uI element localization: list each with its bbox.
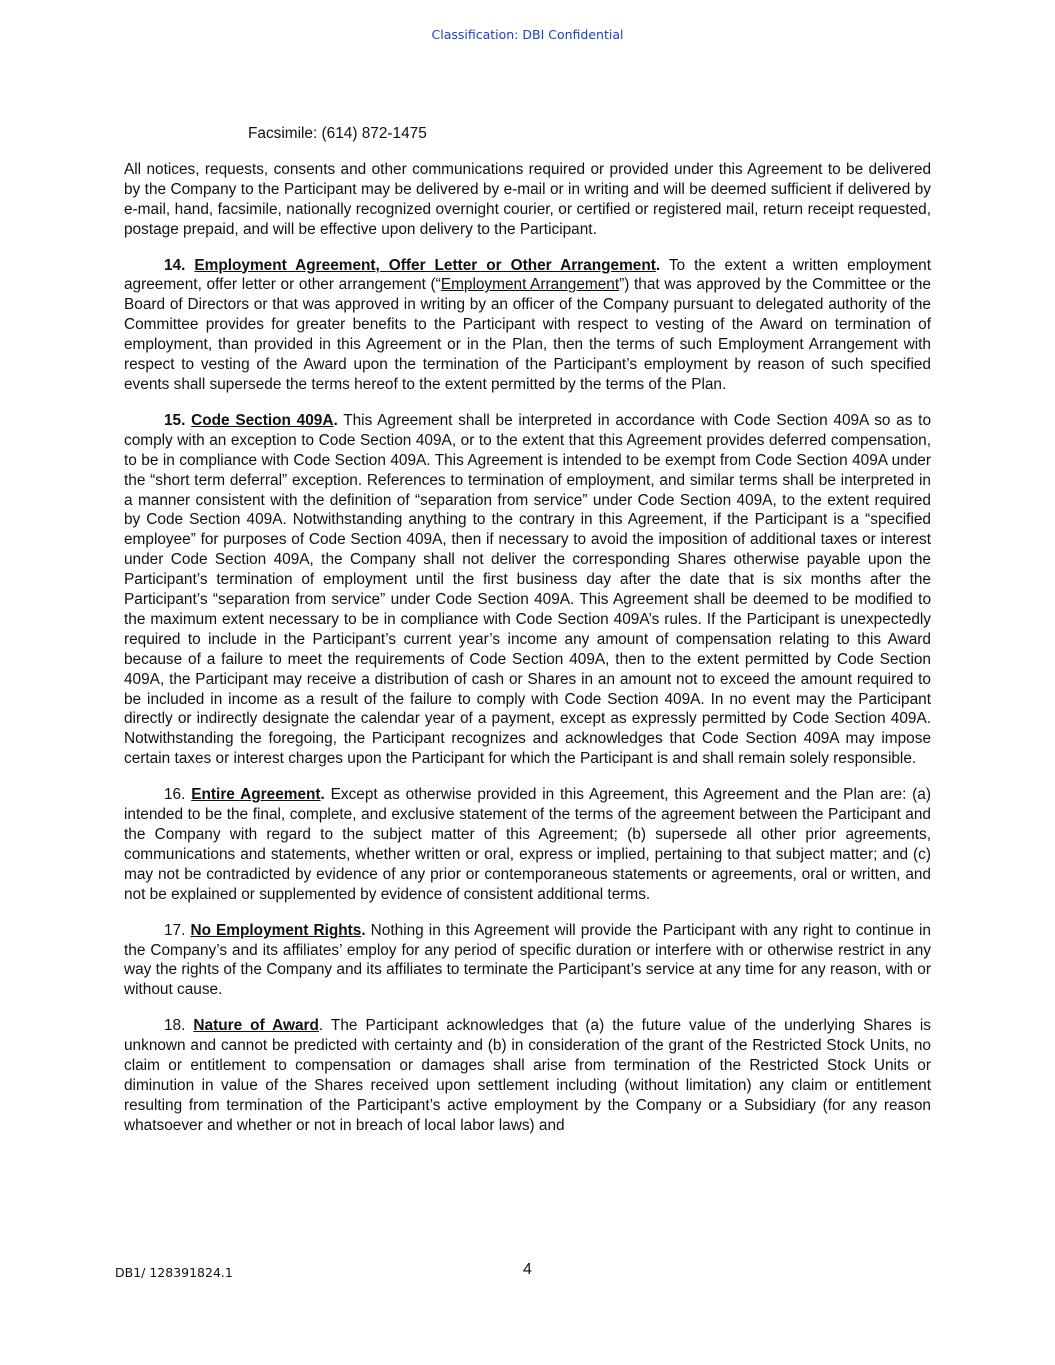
section-16-text: Except as otherwise provided in this Agreement, this Agreement and the Plan are: (a) intended to be the final, complete, and exclusive statement of the terms of the agreement between the Participant and the Company with regard to the subject matter of this Agreement; (b) supersede all other prior agreements, communications and statements, whether written or oral, express or implied, pertaining to that subject matter; and (c) may not be contradicted by evidence of any prior or contemporaneous statements or agreements, oral or written, and not be explained or supplemented by evidence of consistent additional terms. <box>124 786 931 903</box>
section-15: 15. Code Section 409A. This Agreement shall be interpreted in accordance with Code Section 409A so as to comply with an exception to Code Section 409A, or to the extent that this Agreement provides deferred compensation, to be in compliance with Code Section 409A. This Agreement is intended to be exempt from Code Section 409A under the “short term deferral” exception. References to termination of employment, and similar terms shall be interpreted in a manner consistent with the definition of “separation from service” under Code Section 409A, to the extent required by Code Section 409A. Notwithstanding anything to the contrary in this Agreement, if the Participant is a “specified employee” for purposes of Code Section 409A, then if necessary to avoid the imposition of additional taxes or interest under Code Section 409A, the Company shall not deliver the corresponding Shares otherwise payable upon the Participant’s termination of employment until the first business day after the date that is six months after the Participant’s “separation from service” under Code Section 409A. This Agreement shall be deemed to be modified to the maximum extent necessary to be in compliance with Code Section 409A’s rules. If the Participant is unexpectedly required to include in the Participant’s current year’s income any amount of compensation relating to this Award because of a failure to meet the requirements of Code Section 409A, then to the extent permitted by Code Section 409A, the Participant may receive a distribution of cash or Shares in an amount not to exceed the amount required to be included in income as a result of the failure to comply with Code Section 409A. In no event may the Participant directly or indirectly designate the calendar year of a payment, except as expressly permitted by Code Section 409A. Notwithstanding the foregoing, the Participant recognizes and acknowledges that Code Section 409A may impose certain taxes or interest charges upon the Participant for which the Participant is and shall remain solely responsible. <box>124 411 931 768</box>
section-14-text-b: ”) that was approved by the Committee or the Board of Directors or that was approved in writing by an officer of the Company pursuant to delegated authority of the Committee provides for greater benefits to the Participant with respect to vesting of the Award on termination of employment, than provided in this Agreement or in the Plan, then the terms of such Employment Arrangement with respect to vesting of the Award upon the termination of the Participant’s employment by reason of such specified events shall supersede the terms hereof to the extent permitted by the terms of the Plan. <box>124 276 931 393</box>
section-16-number: 16. <box>164 786 186 804</box>
facsimile-line: Facsimile: (614) 872-1475 <box>248 125 427 142</box>
document-id: DB1/ 128391824.1 <box>115 1265 233 1280</box>
section-17: 17. No Employment Rights. Nothing in this Agreement will provide the Participant with any right to continue in the Company’s and its affiliates’ employ for any period of specific duration or interfere with or otherwise restrict in any way the rights of the Company and its affiliates to terminate the Participant’s service at any time for any reason, with or without cause. <box>124 921 931 999</box>
section-14-defined-term: Employment Arrangement <box>440 276 620 294</box>
section-15-text: This Agreement shall be interpreted in accordance with Code Section 409A so as to comply with an exception to Code Section 409A, or to the extent that this Agreement provides deferred compensation, to be in compliance with Code Section 409A. This Agreement is intended to be exempt from Code Section 409A under the “short term deferral” exception. References to termination of employment, and similar terms shall be interpreted in a manner consistent with the definition of “separation from service” under Code Section 409A, to the extent required by Code Section 409A. Notwithstanding anything to the contrary in this Agreement, if the Participant is a “specified employee” for purposes of Code Section 409A, then if necessary to avoid the imposition of additional taxes or interest under Code Section 409A, the Company shall not deliver the corresponding Shares otherwise payable upon the Participant’s termination of employment until the first business day after the date that is six months after the Participant’s “separation from service” under Code Section 409A. This Agreement shall be deemed to be modified to the maximum extent necessary to be in compliance with Code Section 409A’s rules. If the Participant is unexpectedly required to include in the Participant’s current year’s income any amount of compensation relating to this Award because of a failure to meet the requirements of Code Section 409A, then to the extent permitted by Code Section 409A, the Participant may receive a distribution of cash or Shares in an amount not to exceed the amount required to be included in income as a result of the failure to comply with Code Section 409A. In no event may the Participant directly or indirectly designate the calendar year of a payment, except as expressly permitted by Code Section 409A. Notwithstanding the foregoing, the Participant recognizes and acknowledges that Code Section 409A may impose certain taxes or interest charges upon the Participant for which the Participant is and shall remain solely responsible. <box>124 411 931 768</box>
section-14-heading: Employment Agreement, Offer Letter or Other Arrangement <box>194 256 656 274</box>
section-16-heading: Entire Agreement <box>191 786 321 804</box>
section-17-number: 17. <box>164 921 186 939</box>
section-18-heading: Nature of Award <box>193 1017 319 1035</box>
section-15-number: 15. <box>164 411 186 429</box>
section-18-text: . The Participant acknowledges that (a) the future value of the underlying Shares is unknown and cannot be predicted with certainty and (b) in consideration of the grant of the Restricted Stock Units, no claim or entitlement to compensation or damages shall arise from termination of the Restricted Stock Units or diminution in value of the Shares received upon settlement including (without limitation) any claim or entitlement resulting from termination of the Participant’s active employment by the Company or a Subsidiary (for any reason whatsoever and whether or not in breach of local labor laws) and <box>124 1017 932 1134</box>
section-14-text-a: To the extent a written employment agreement, offer letter or other arrangement (“ <box>124 256 932 294</box>
document-body <box>124 124 931 1152</box>
section-15-heading: Code Section 409A <box>191 411 334 429</box>
page-number: 4 <box>523 1261 532 1278</box>
classification-label: Classification: DBI Confidential <box>431 27 624 42</box>
section-18-number: 18. <box>164 1017 186 1035</box>
section-17-heading: No Employment Rights <box>190 921 362 939</box>
section-14-number: 14. <box>164 256 186 274</box>
section-18 <box>124 1016 931 1135</box>
section-16: 16. Entire Agreement. Except as otherwise provided in this Agreement, this Agreement and the Plan are: (a) intended to be the final, complete, and exclusive statement of the terms of the agreement between the Participant and the Company with regard to the subject matter of this Agreement; (b) supersede all other prior agreements, communications and statements, whether written or oral, express or implied, pertaining to that subject matter; and (c) may not be contradicted by evidence of any prior or contemporaneous statements or agreements, oral or written, and not be explained or supplemented by evidence of consistent additional terms. <box>124 786 931 903</box>
notice-paragraph: All notices, requests, consents and other communications required or provided under this Agreement to be delivered by the Company to the Participant may be delivered by e-mail or in writing and will be deemed sufficient if delivered by e-mail, hand, facsimile, nationally recognized overnight courier, or certified or registered mail, return receipt requested, postage prepaid, and will be effective upon delivery to the Participant. <box>124 160 931 238</box>
section-17-text: Nothing in this Agreement will provide the Participant with any right to continue in the Company’s and its affiliates’ employ for any period of specific duration or interfere with or otherwise restrict in any way the rights of the Company and its affiliates to terminate the Participant’s service at any time for any reason, with or without cause. <box>124 921 931 999</box>
section-14: 14. Employment Agreement, Offer Letter or Other Arrangement. To the extent a written employment agreement, offer letter or other arrangement (“Employment Arrangement”) that was approved by the Committee or the Board of Directors or that was approved in writing by an officer of the Company pursuant to delegated authority of the Committee provides for greater benefits to the Participant with respect to vesting of the Award on termination of employment, than provided in this Agreement or in the Plan, then the terms of such Employment Arrangement with respect to vesting of the Award upon the termination of the Participant’s employment by reason of such specified events shall supersede the terms hereof to the extent permitted by the terms of the Plan. <box>124 256 932 393</box>
